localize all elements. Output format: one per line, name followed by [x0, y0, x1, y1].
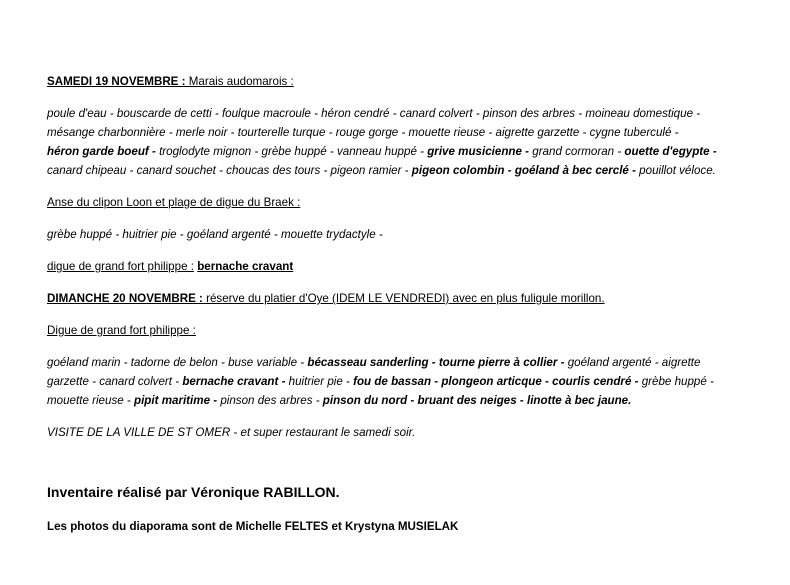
saturday-date: SAMEDI 19 NOVEMBRE :	[47, 75, 186, 88]
saturday-heading	[47, 72, 757, 91]
inventory-credit: Inventaire réalisé par Véronique RABILLON.	[47, 484, 340, 500]
species-text: garzette - canard colvert -	[47, 375, 183, 388]
species-text-bold: pinson du nord - bruant des neiges - linotte à bec jaune.	[322, 394, 632, 407]
sunday-species-list	[47, 353, 757, 410]
document-body	[47, 72, 757, 442]
species-line	[47, 391, 757, 410]
species-line	[47, 161, 757, 180]
species-line	[47, 123, 757, 142]
species-text: mésange charbonnière - merle noir - tourterelle turque - rouge gorge - mouette rieuse - aigrette garzette - cygne tuberculé -	[47, 126, 679, 139]
photos-credit: Les photos du diaporama sont de Michelle FELTES et Krystyna MUSIELAK	[47, 520, 459, 533]
sunday-heading	[47, 289, 757, 308]
species-text: goéland argenté - aigrette	[564, 356, 701, 369]
saturday-species-list	[47, 104, 757, 180]
visit-note: VISITE DE LA VILLE DE ST OMER - et super restaurant le samedi soir.	[47, 426, 416, 439]
species-text: poule d'eau - bouscarde de cetti - foulque macroule - héron cendré - canard colvert - pinson des arbres - moineau domestique -	[47, 107, 701, 120]
species-text: canard chipeau - canard souchet - choucas des tours - pigeon ramier -	[47, 164, 412, 177]
digue2-heading: Digue de grand fort philippe :	[47, 324, 196, 337]
species-text: mouette rieuse -	[47, 394, 134, 407]
saturday-place: Marais audomarois :	[185, 75, 294, 88]
species-text: troglodyte mignon - grèbe huppé - vanneau huppé -	[155, 145, 428, 158]
species-line	[47, 372, 757, 391]
species-line	[47, 353, 757, 372]
species-text: huitrier pie -	[285, 375, 354, 388]
species-text-bold: fou de bassan - plongeon articque - courlis cendré -	[353, 375, 639, 388]
species-text-bold: pipit maritime -	[134, 394, 218, 407]
digue-line	[47, 257, 757, 276]
digue-bird: bernache cravant	[197, 260, 294, 273]
species-text: grand cormoran -	[529, 145, 625, 158]
species-text: goéland marin - tadorne de belon - buse variable -	[47, 356, 308, 369]
species-text-bold: pigeon colombin - goéland à bec cerclé -	[411, 164, 636, 177]
species-text-bold: grive musicienne -	[427, 145, 530, 158]
sunday-place: réserve du platier d'Oye (IDEM LE VENDREDI) avec en plus fuligule morillon.	[202, 292, 605, 305]
species-line	[47, 142, 757, 161]
anse-species-line: grèbe huppé - huitrier pie - goéland argenté - mouette trydactyle -	[47, 228, 383, 241]
digue-label: digue de grand fort philippe :	[47, 260, 194, 273]
species-text-bold: bernache cravant -	[182, 375, 286, 388]
species-line	[47, 104, 757, 123]
species-text-bold: bécasseau sanderling - tourne pierre à collier -	[307, 356, 565, 369]
sunday-date: DIMANCHE 20 NOVEMBRE :	[47, 292, 203, 305]
species-text: pouillot véloce.	[635, 164, 716, 177]
species-text-bold: ouette d'egypte -	[624, 145, 717, 158]
species-text: grèbe huppé -	[638, 375, 714, 388]
species-text-bold: héron garde boeuf -	[47, 145, 156, 158]
species-text: pinson des arbres -	[217, 394, 323, 407]
anse-heading: Anse du clipon Loon et plage de digue du Braek :	[47, 196, 301, 209]
